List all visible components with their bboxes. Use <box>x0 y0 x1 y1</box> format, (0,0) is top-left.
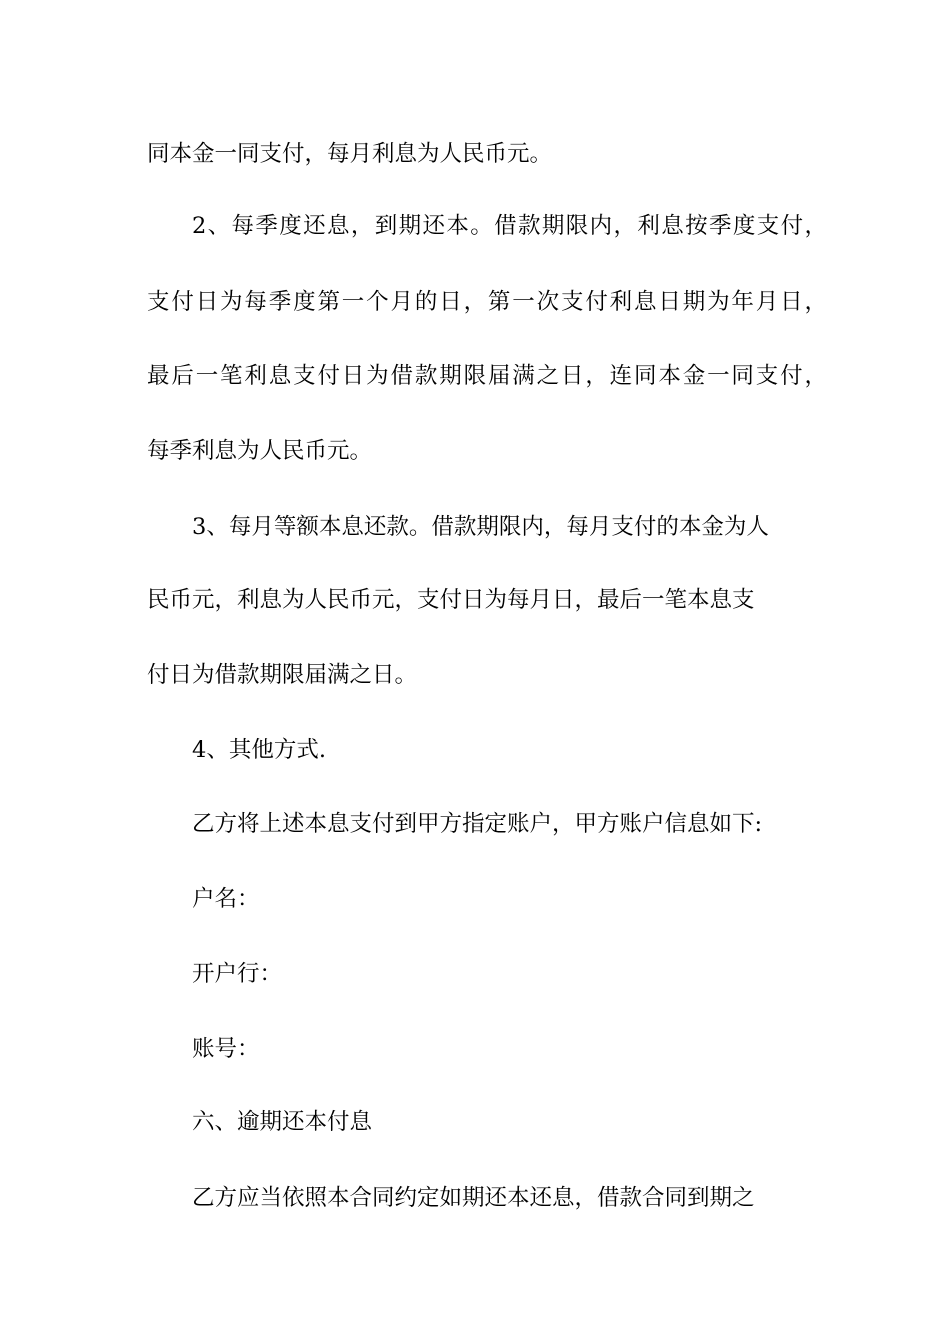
text-line: 同本金一同支付，每月利息为人民币元。 <box>147 141 553 167</box>
text-line: 付日为借款期限届满之日。 <box>147 662 418 688</box>
text-line: 乙方将上述本息支付到甲方指定账户，甲方账户信息如下: <box>192 811 763 837</box>
text-line: 民币元，利息为人民币元，支付日为每月日，最后一笔本息支 <box>147 587 755 613</box>
section-heading: 六、逾期还本付息 <box>192 1109 373 1135</box>
text-line: 乙方应当依照本合同约定如期还本还息，借款合同到期之 <box>192 1185 755 1211</box>
text-line: 账号： <box>192 1036 260 1062</box>
text-line: 3、每月等额本息还款。借款期限内，每月支付的本金为人 <box>192 514 769 540</box>
text-line: 支付日为每季度第一个月的日，第一次支付利息日期为年月日， <box>147 289 827 315</box>
text-line: 开户行： <box>192 961 283 987</box>
text-line: 每季利息为人民币元。 <box>147 438 373 464</box>
text-line: 户名： <box>192 886 260 912</box>
text-line: 4、其他方式. <box>192 737 326 763</box>
text-line: 2、每季度还息，到期还本。借款期限内，利息按季度支付， <box>192 213 827 239</box>
text-line: 最后一笔利息支付日为借款期限届满之日，连同本金一同支付， <box>147 363 827 389</box>
